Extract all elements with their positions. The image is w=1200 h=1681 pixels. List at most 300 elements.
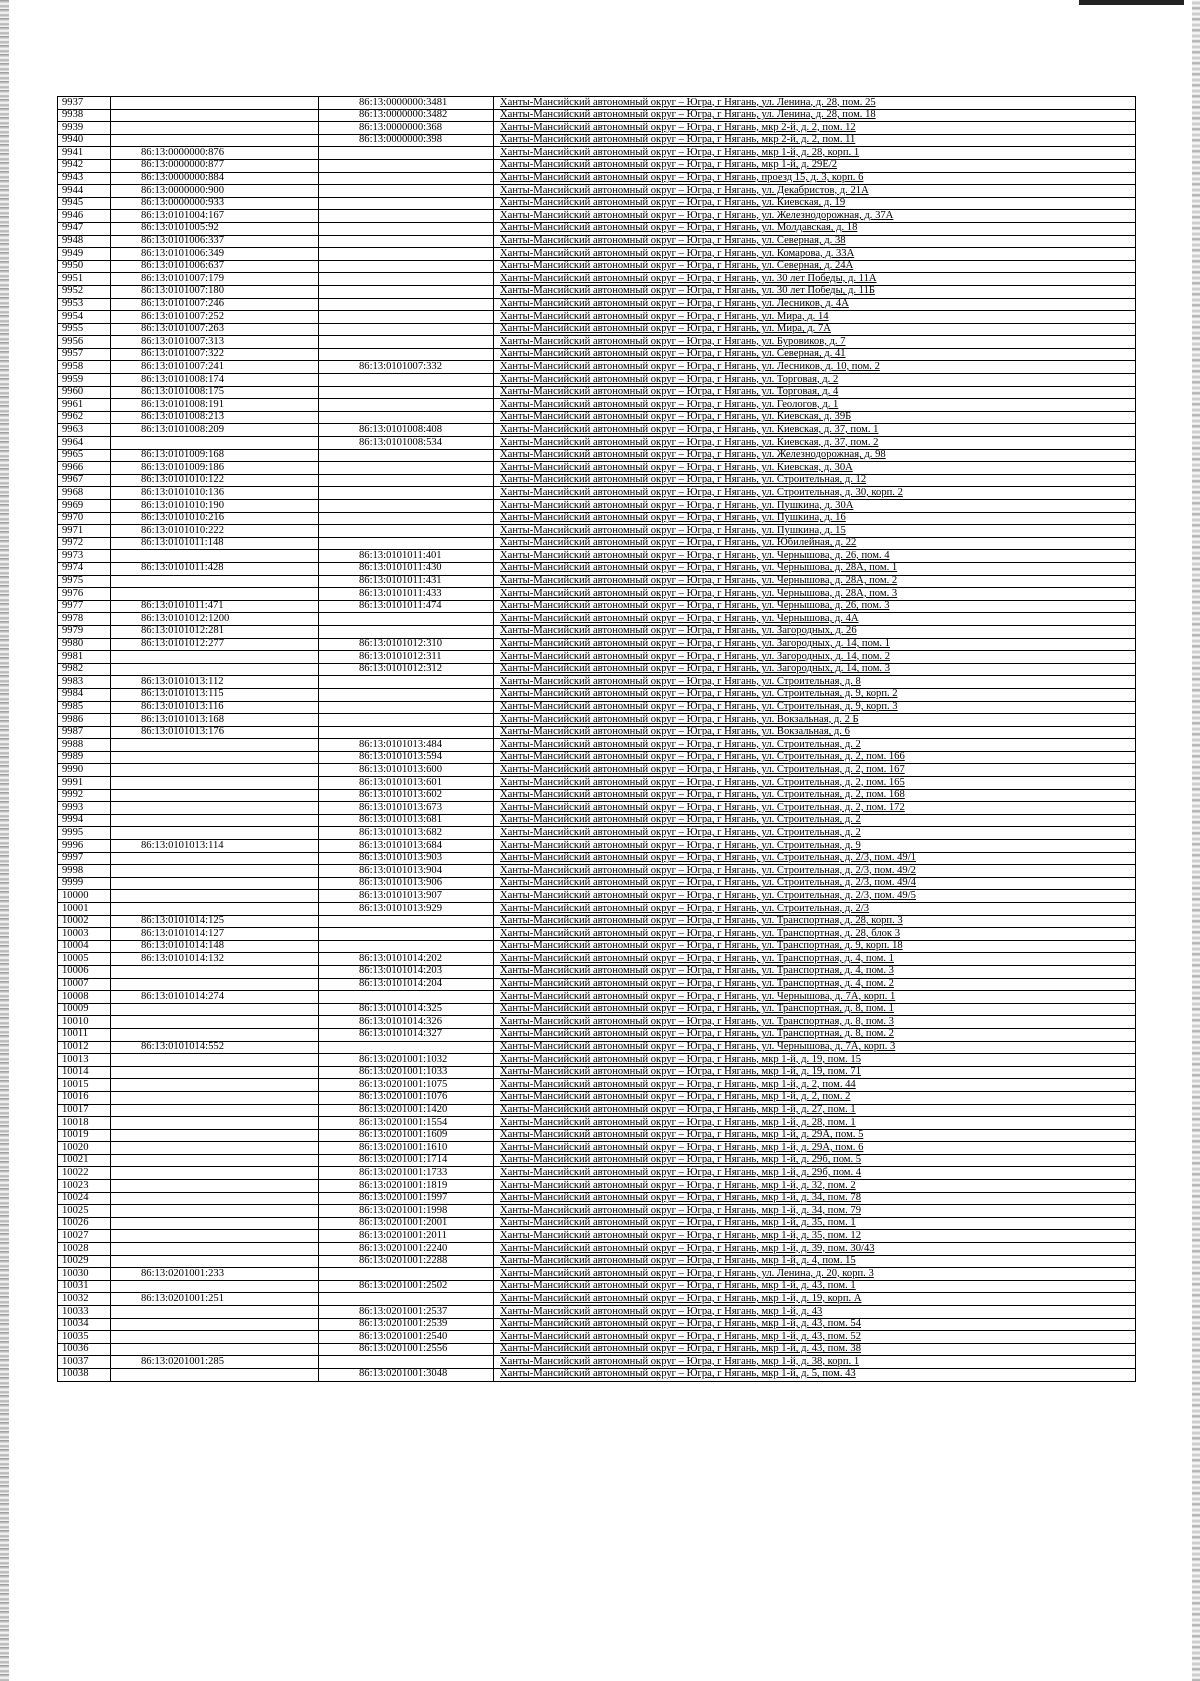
register-table-body [58,97,1136,1382]
row-number-cell [58,437,111,450]
table-row [58,1016,1136,1029]
address: Ханты-Мансийский автономный округ – Югра, г Нягань, ул. Чернышова, д. 28А, пом. 2 [500,575,898,587]
address: Ханты-Мансийский автономный округ – Югра, г Нягань, ул. Чернышова, д. 28А, пом. 3 [500,587,898,599]
table-row [58,638,1136,651]
object-cadastral-number-cell [319,134,494,147]
object-cadastral-number-cell [319,336,494,349]
land-plot-cadastral-number-cell [111,1230,319,1243]
object-cadastral-number-cell [319,1091,494,1104]
object-cadastral-number-cell [319,1331,494,1344]
land-plot-cadastral-number-cell [111,726,319,739]
land-plot-cadastral-number: 86:13:0101013:115 [141,688,224,700]
row-number: 9994 [62,814,84,826]
row-number-cell [58,1192,111,1205]
row-number-cell [58,185,111,198]
address-cell [494,777,1136,790]
table-row [58,374,1136,387]
land-plot-cadastral-number-cell [111,625,319,638]
object-cadastral-number-cell [319,802,494,815]
object-cadastral-number-cell [319,172,494,185]
row-number: 10007 [62,978,89,990]
row-number: 9973 [62,549,84,561]
land-plot-cadastral-number-cell [111,222,319,235]
land-plot-cadastral-number-cell [111,751,319,764]
land-plot-cadastral-number-cell [111,1280,319,1293]
table-row [58,462,1136,475]
object-cadastral-number: 86:13:0101011:401 [359,549,442,561]
address-cell [494,1268,1136,1281]
address-cell [494,147,1136,160]
land-plot-cadastral-number-cell [111,940,319,953]
object-cadastral-number: 86:13:0201001:2540 [359,1330,448,1342]
address: Ханты-Мансийский автономный округ – Югра, г Нягань, ул. Строительная, д. 2/3, пом. 49/4 [500,877,916,889]
land-plot-cadastral-number-cell [111,928,319,941]
table-row [58,903,1136,916]
land-plot-cadastral-number: 86:13:0101008:175 [141,386,224,398]
scan-mark-top [1079,0,1184,5]
object-cadastral-number-cell [319,462,494,475]
address: Ханты-Мансийский автономный округ – Югра, г Нягань, ул. Транспортная, д. 4, пом. 3 [500,965,894,977]
table-row [58,323,1136,336]
land-plot-cadastral-number-cell [111,575,319,588]
address: Ханты-Мансийский автономный округ – Югра, г Нягань, ул. Строительная, д. 2, пом. 168 [500,789,905,801]
row-number: 9964 [62,436,84,448]
row-number: 10023 [62,1179,89,1191]
object-cadastral-number: 86:13:0101011:430 [359,562,442,574]
land-plot-cadastral-number-cell [111,638,319,651]
object-cadastral-number: 86:13:0101013:907 [359,889,442,901]
table-row [58,764,1136,777]
row-number: 10010 [62,1015,89,1027]
land-plot-cadastral-number-cell [111,172,319,185]
table-row [58,890,1136,903]
address: Ханты-Мансийский автономный округ – Югра, г Нягань, ул. Загородных, д. 26 [500,625,857,637]
row-number: 9969 [62,499,84,511]
address-cell [494,1117,1136,1130]
row-number-cell [58,1243,111,1256]
object-cadastral-number-cell [319,1079,494,1092]
land-plot-cadastral-number-cell [111,97,319,110]
row-number: 9965 [62,449,84,461]
table-row [58,651,1136,664]
land-plot-cadastral-number-cell [111,248,319,261]
land-plot-cadastral-number-cell [111,399,319,412]
object-cadastral-number: 86:13:0101013:601 [359,776,442,788]
land-plot-cadastral-number-cell [111,600,319,613]
land-plot-cadastral-number-cell [111,109,319,122]
row-number: 9972 [62,537,84,549]
land-plot-cadastral-number-cell [111,487,319,500]
address-cell [494,890,1136,903]
land-plot-cadastral-number: 86:13:0101014:125 [141,915,224,927]
object-cadastral-number-cell [319,1041,494,1054]
row-number: 9991 [62,776,84,788]
land-plot-cadastral-number-cell [111,1129,319,1142]
address-cell [494,487,1136,500]
object-cadastral-number: 86:13:0101013:682 [359,826,442,838]
row-number: 10030 [62,1267,89,1279]
address-cell [494,197,1136,210]
address-cell [494,474,1136,487]
address-cell [494,273,1136,286]
row-number: 9971 [62,524,84,536]
object-cadastral-number: 86:13:0201001:1998 [359,1204,448,1216]
object-cadastral-number-cell [319,1142,494,1155]
land-plot-cadastral-number-cell [111,1217,319,1230]
land-plot-cadastral-number-cell [111,323,319,336]
land-plot-cadastral-number: 86:13:0101010:136 [141,486,224,498]
object-cadastral-number-cell [319,122,494,135]
row-number-cell [58,1217,111,1230]
row-number: 9960 [62,386,84,398]
row-number: 9953 [62,298,84,309]
row-number: 10013 [62,1053,89,1065]
row-number-cell [58,222,111,235]
address: Ханты-Мансийский автономный округ – Югра, г Нягань, ул. Киевская, д. 37, пом. 2 [500,436,879,448]
table-row [58,147,1136,160]
row-number-cell [58,1205,111,1218]
address-cell [494,122,1136,135]
row-number-cell [58,651,111,664]
object-cadastral-number: 86:13:0101014:203 [359,965,442,977]
row-number-cell [58,500,111,513]
land-plot-cadastral-number-cell [111,1154,319,1167]
address: Ханты-Мансийский автономный округ – Югра, г Нягань, ул. Транспортная, д. 8, пом. 2 [500,1028,894,1040]
object-cadastral-number-cell [319,210,494,223]
object-cadastral-number-cell [319,449,494,462]
row-number: 9961 [62,398,84,410]
address-cell [494,298,1136,311]
object-cadastral-number: 86:13:0201001:3048 [359,1368,448,1380]
object-cadastral-number-cell [319,525,494,538]
object-cadastral-number-cell [319,814,494,827]
row-number: 9976 [62,587,84,599]
address: Ханты-Мансийский автономный округ – Югра, г Нягань, ул. Вокзальная, д. 6 [500,726,850,738]
row-number-cell [58,953,111,966]
address-cell [494,374,1136,387]
address: Ханты-Мансийский автономный округ – Югра, г Нягань, ул. Комарова, д. 33А [500,247,855,259]
row-number: 10006 [62,965,89,977]
object-cadastral-number: 86:13:0101013:684 [359,839,442,851]
row-number: 9944 [62,184,84,196]
object-cadastral-number-cell [319,751,494,764]
object-cadastral-number: 86:13:0101014:204 [359,978,442,990]
row-number: 10025 [62,1204,89,1216]
land-plot-cadastral-number: 86:13:0101007:179 [141,272,224,284]
address: Ханты-Мансийский автономный округ – Югра, г Нягань, ул. Строительная, д. 2 [500,826,861,838]
object-cadastral-number: 86:13:0201001:1609 [359,1129,448,1141]
object-cadastral-number-cell [319,550,494,563]
address-cell [494,1255,1136,1268]
row-number: 10000 [62,889,89,901]
address: Ханты-Мансийский автономный округ – Югра, г Нягань, ул. Строительная, д. 2 [500,738,861,750]
row-number: 9959 [62,373,84,385]
land-plot-cadastral-number-cell [111,260,319,273]
address: Ханты-Мансийский автономный округ – Югра, г Нягань, ул. Северная, д. 24А [500,260,854,272]
land-plot-cadastral-number: 86:13:0000000:900 [141,184,224,196]
row-number-cell [58,1268,111,1281]
object-cadastral-number-cell [319,1192,494,1205]
object-cadastral-number-cell [319,1104,494,1117]
table-row [58,500,1136,513]
address: Ханты-Мансийский автономный округ – Югра, г Нягань, ул. Киевская, д. 19 [500,197,846,209]
address: Ханты-Мансийский автономный округ – Югра, г Нягань, ул. Чернышова, д. 28А, пом. 1 [500,562,898,574]
address-cell [494,1066,1136,1079]
address: Ханты-Мансийский автономный округ – Югра, г Нягань, ул. Лесников, д. 10, пом. 2 [500,360,880,372]
land-plot-cadastral-number-cell [111,1205,319,1218]
address-cell [494,751,1136,764]
row-number-cell [58,323,111,336]
object-cadastral-number: 86:13:0201001:2502 [359,1280,448,1292]
address-cell [494,1318,1136,1331]
register-table [57,96,1136,1382]
object-cadastral-number-cell [319,1343,494,1356]
land-plot-cadastral-number: 86:13:0101013:176 [141,726,224,738]
land-plot-cadastral-number-cell [111,386,319,399]
address-cell [494,726,1136,739]
address: Ханты-Мансийский автономный округ – Югра, г Нягань, ул. Геологов, д. 1 [500,398,839,410]
row-number: 9937 [62,96,84,108]
table-row [58,222,1136,235]
object-cadastral-number-cell [319,1268,494,1281]
object-cadastral-number-cell [319,474,494,487]
address-cell [494,739,1136,752]
address: Ханты-Мансийский автономный округ – Югра, г Нягань, ул. Декабристов, д. 21А [500,184,869,196]
row-number: 10033 [62,1305,89,1317]
table-row [58,248,1136,261]
object-cadastral-number: 86:13:0201001:1032 [359,1053,448,1065]
object-cadastral-number-cell [319,1356,494,1369]
address-cell [494,260,1136,273]
address-cell [494,550,1136,563]
table-row [58,663,1136,676]
land-plot-cadastral-number: 86:13:0101008:191 [141,398,224,410]
address-cell [494,714,1136,727]
row-number-cell [58,714,111,727]
address: Ханты-Мансийский автономный округ – Югра, г Нягань, мкр 1-й, д. 43, пом. 1 [500,1280,856,1292]
object-cadastral-number-cell [319,701,494,714]
row-number-cell [58,361,111,374]
row-number-cell [58,210,111,223]
table-row [58,474,1136,487]
table-row [58,424,1136,437]
table-row [58,122,1136,135]
table-row [58,814,1136,827]
address-cell [494,1306,1136,1319]
land-plot-cadastral-number-cell [111,298,319,311]
row-number-cell [58,625,111,638]
address: Ханты-Мансийский автономный округ – Югра, г Нягань, мкр 1-й, д. 35, пом. 1 [500,1217,856,1229]
row-number: 9975 [62,575,84,587]
row-number-cell [58,122,111,135]
row-number: 9977 [62,600,84,612]
table-row [58,1368,1136,1381]
table-row [58,953,1136,966]
land-plot-cadastral-number-cell [111,147,319,160]
table-row [58,1306,1136,1319]
land-plot-cadastral-number: 86:13:0101011:428 [141,562,224,574]
land-plot-cadastral-number: 86:13:0101014:552 [141,1041,224,1053]
land-plot-cadastral-number-cell [111,991,319,1004]
address: Ханты-Мансийский автономный округ – Югра, г Нягань, мкр 1-й, д. 2, пом. 2 [500,1091,851,1103]
address-cell [494,1230,1136,1243]
address: Ханты-Мансийский автономный округ – Югра, г Нягань, ул. Строительная, д. 12 [500,474,867,486]
object-cadastral-number-cell [319,411,494,424]
row-number: 9945 [62,197,84,209]
land-plot-cadastral-number-cell [111,411,319,424]
row-number-cell [58,311,111,324]
address: Ханты-Мансийский автономный округ – Югра, г Нягань, ул. Строительная, д. 8 [500,675,861,687]
address-cell [494,1154,1136,1167]
address: Ханты-Мансийский автономный округ – Югра, г Нягань, ул. Строительная, д. 30, корп. 2 [500,486,903,498]
table-row [58,1192,1136,1205]
address: Ханты-Мансийский автономный округ – Югра, г Нягань, проезд 15, д. 3, корп. 6 [500,172,864,184]
row-number-cell [58,991,111,1004]
row-number-cell [58,1356,111,1369]
address: Ханты-Мансийский автономный округ – Югра, г Нягань, мкр 1-й, д. 19, пом. 15 [500,1053,862,1065]
row-number-cell [58,1293,111,1306]
row-number: 10032 [62,1292,89,1304]
object-cadastral-number: 86:13:0201001:1819 [359,1179,448,1191]
address: Ханты-Мансийский автономный округ – Югра, г Нягань, ул. Пушкина, д. 15 [500,524,846,536]
address: Ханты-Мансийский автономный округ – Югра, г Нягань, ул. Транспортная, д. 4, пом. 2 [500,978,894,990]
land-plot-cadastral-number-cell [111,978,319,991]
table-row [58,726,1136,739]
row-number-cell [58,676,111,689]
row-number-cell [58,1180,111,1193]
row-number: 9952 [62,285,84,297]
object-cadastral-number-cell [319,1293,494,1306]
land-plot-cadastral-number: 86:13:0000000:884 [141,172,224,184]
address-cell [494,638,1136,651]
row-number-cell [58,348,111,361]
object-cadastral-number: 86:13:0101008:408 [359,423,442,435]
object-cadastral-number: 86:13:0101013:484 [359,738,442,750]
object-cadastral-number: 86:13:0201001:2537 [359,1305,448,1317]
table-row [58,1205,1136,1218]
row-number-cell [58,928,111,941]
land-plot-cadastral-number: 86:13:0000000:933 [141,197,224,209]
address-cell [494,827,1136,840]
object-cadastral-number-cell [319,109,494,122]
object-cadastral-number-cell [319,1180,494,1193]
object-cadastral-number-cell [319,789,494,802]
table-row [58,865,1136,878]
object-cadastral-number: 86:13:0101008:534 [359,436,442,448]
land-plot-cadastral-number-cell [111,185,319,198]
table-row [58,1255,1136,1268]
address-cell [494,1079,1136,1092]
scan-edge-right [1192,0,1200,1681]
address: Ханты-Мансийский автономный округ – Югра, г Нягань, ул. Мира, д. 14 [500,310,829,322]
address-cell [494,222,1136,235]
address: Ханты-Мансийский автономный округ – Югра, г Нягань, ул. Транспортная, д. 9, корп. 18 [500,940,903,952]
row-number: 9954 [62,310,84,322]
land-plot-cadastral-number-cell [111,840,319,853]
row-number-cell [58,1255,111,1268]
row-number: 10012 [62,1041,89,1053]
row-number: 9966 [62,461,84,473]
row-number-cell [58,764,111,777]
row-number-cell [58,336,111,349]
table-row [58,1054,1136,1067]
object-cadastral-number-cell [319,1217,494,1230]
address: Ханты-Мансийский автономный округ – Югра, г Нягань, ул. Торговая, д. 4 [500,386,839,398]
address-cell [494,625,1136,638]
row-number-cell [58,1368,111,1381]
row-number: 9938 [62,109,84,121]
land-plot-cadastral-number-cell [111,562,319,575]
address-cell [494,348,1136,361]
land-plot-cadastral-number-cell [111,663,319,676]
table-row [58,134,1136,147]
table-row [58,1180,1136,1193]
row-number: 9989 [62,751,84,763]
land-plot-cadastral-number-cell [111,1016,319,1029]
address: Ханты-Мансийский автономный округ – Югра, г Нягань, ул. Строительная, д. 2, пом. 172 [500,801,905,813]
row-number: 10005 [62,952,89,964]
row-number: 10028 [62,1242,89,1254]
object-cadastral-number: 86:13:0000000:398 [359,134,442,146]
address-cell [494,764,1136,777]
table-row [58,1003,1136,1016]
address-cell [494,399,1136,412]
address: Ханты-Мансийский автономный округ – Югра, г Нягань, мкр 1-й, д. 35, пом. 12 [500,1229,862,1241]
object-cadastral-number-cell [319,625,494,638]
row-number: 10018 [62,1116,89,1128]
table-row [58,185,1136,198]
row-number-cell [58,1041,111,1054]
address: Ханты-Мансийский автономный округ – Югра, г Нягань, ул. Чернышова, д. 4А [500,612,859,624]
table-row [58,1104,1136,1117]
address-cell [494,877,1136,890]
object-cadastral-number: 86:13:0101012:310 [359,638,442,650]
table-row [58,965,1136,978]
object-cadastral-number-cell [319,1054,494,1067]
object-cadastral-number-cell [319,1028,494,1041]
object-cadastral-number: 86:13:0101013:600 [359,763,442,775]
land-plot-cadastral-number-cell [111,1079,319,1092]
address: Ханты-Мансийский автономный округ – Югра, г Нягань, мкр 1-й, д. 43 [500,1305,823,1317]
land-plot-cadastral-number-cell [111,1356,319,1369]
land-plot-cadastral-number-cell [111,122,319,135]
table-row [58,1028,1136,1041]
table-row [58,840,1136,853]
address: Ханты-Мансийский автономный округ – Югра, г Нягань, ул. Пушкина, д. 16 [500,512,846,524]
object-cadastral-number-cell [319,1154,494,1167]
address-cell [494,865,1136,878]
address-cell [494,159,1136,172]
object-cadastral-number-cell [319,512,494,525]
row-number: 10004 [62,940,89,952]
row-number-cell [58,462,111,475]
row-number: 10021 [62,1154,89,1166]
address-cell [494,210,1136,223]
object-cadastral-number-cell [319,575,494,588]
address-cell [494,1343,1136,1356]
land-plot-cadastral-number-cell [111,449,319,462]
address-cell [494,437,1136,450]
row-number: 9980 [62,638,84,650]
object-cadastral-number-cell [319,285,494,298]
row-number: 10027 [62,1229,89,1241]
table-row [58,852,1136,865]
land-plot-cadastral-number-cell [111,739,319,752]
table-row [58,789,1136,802]
address-cell [494,1293,1136,1306]
land-plot-cadastral-number: 86:13:0201001:233 [141,1267,224,1279]
row-number-cell [58,260,111,273]
